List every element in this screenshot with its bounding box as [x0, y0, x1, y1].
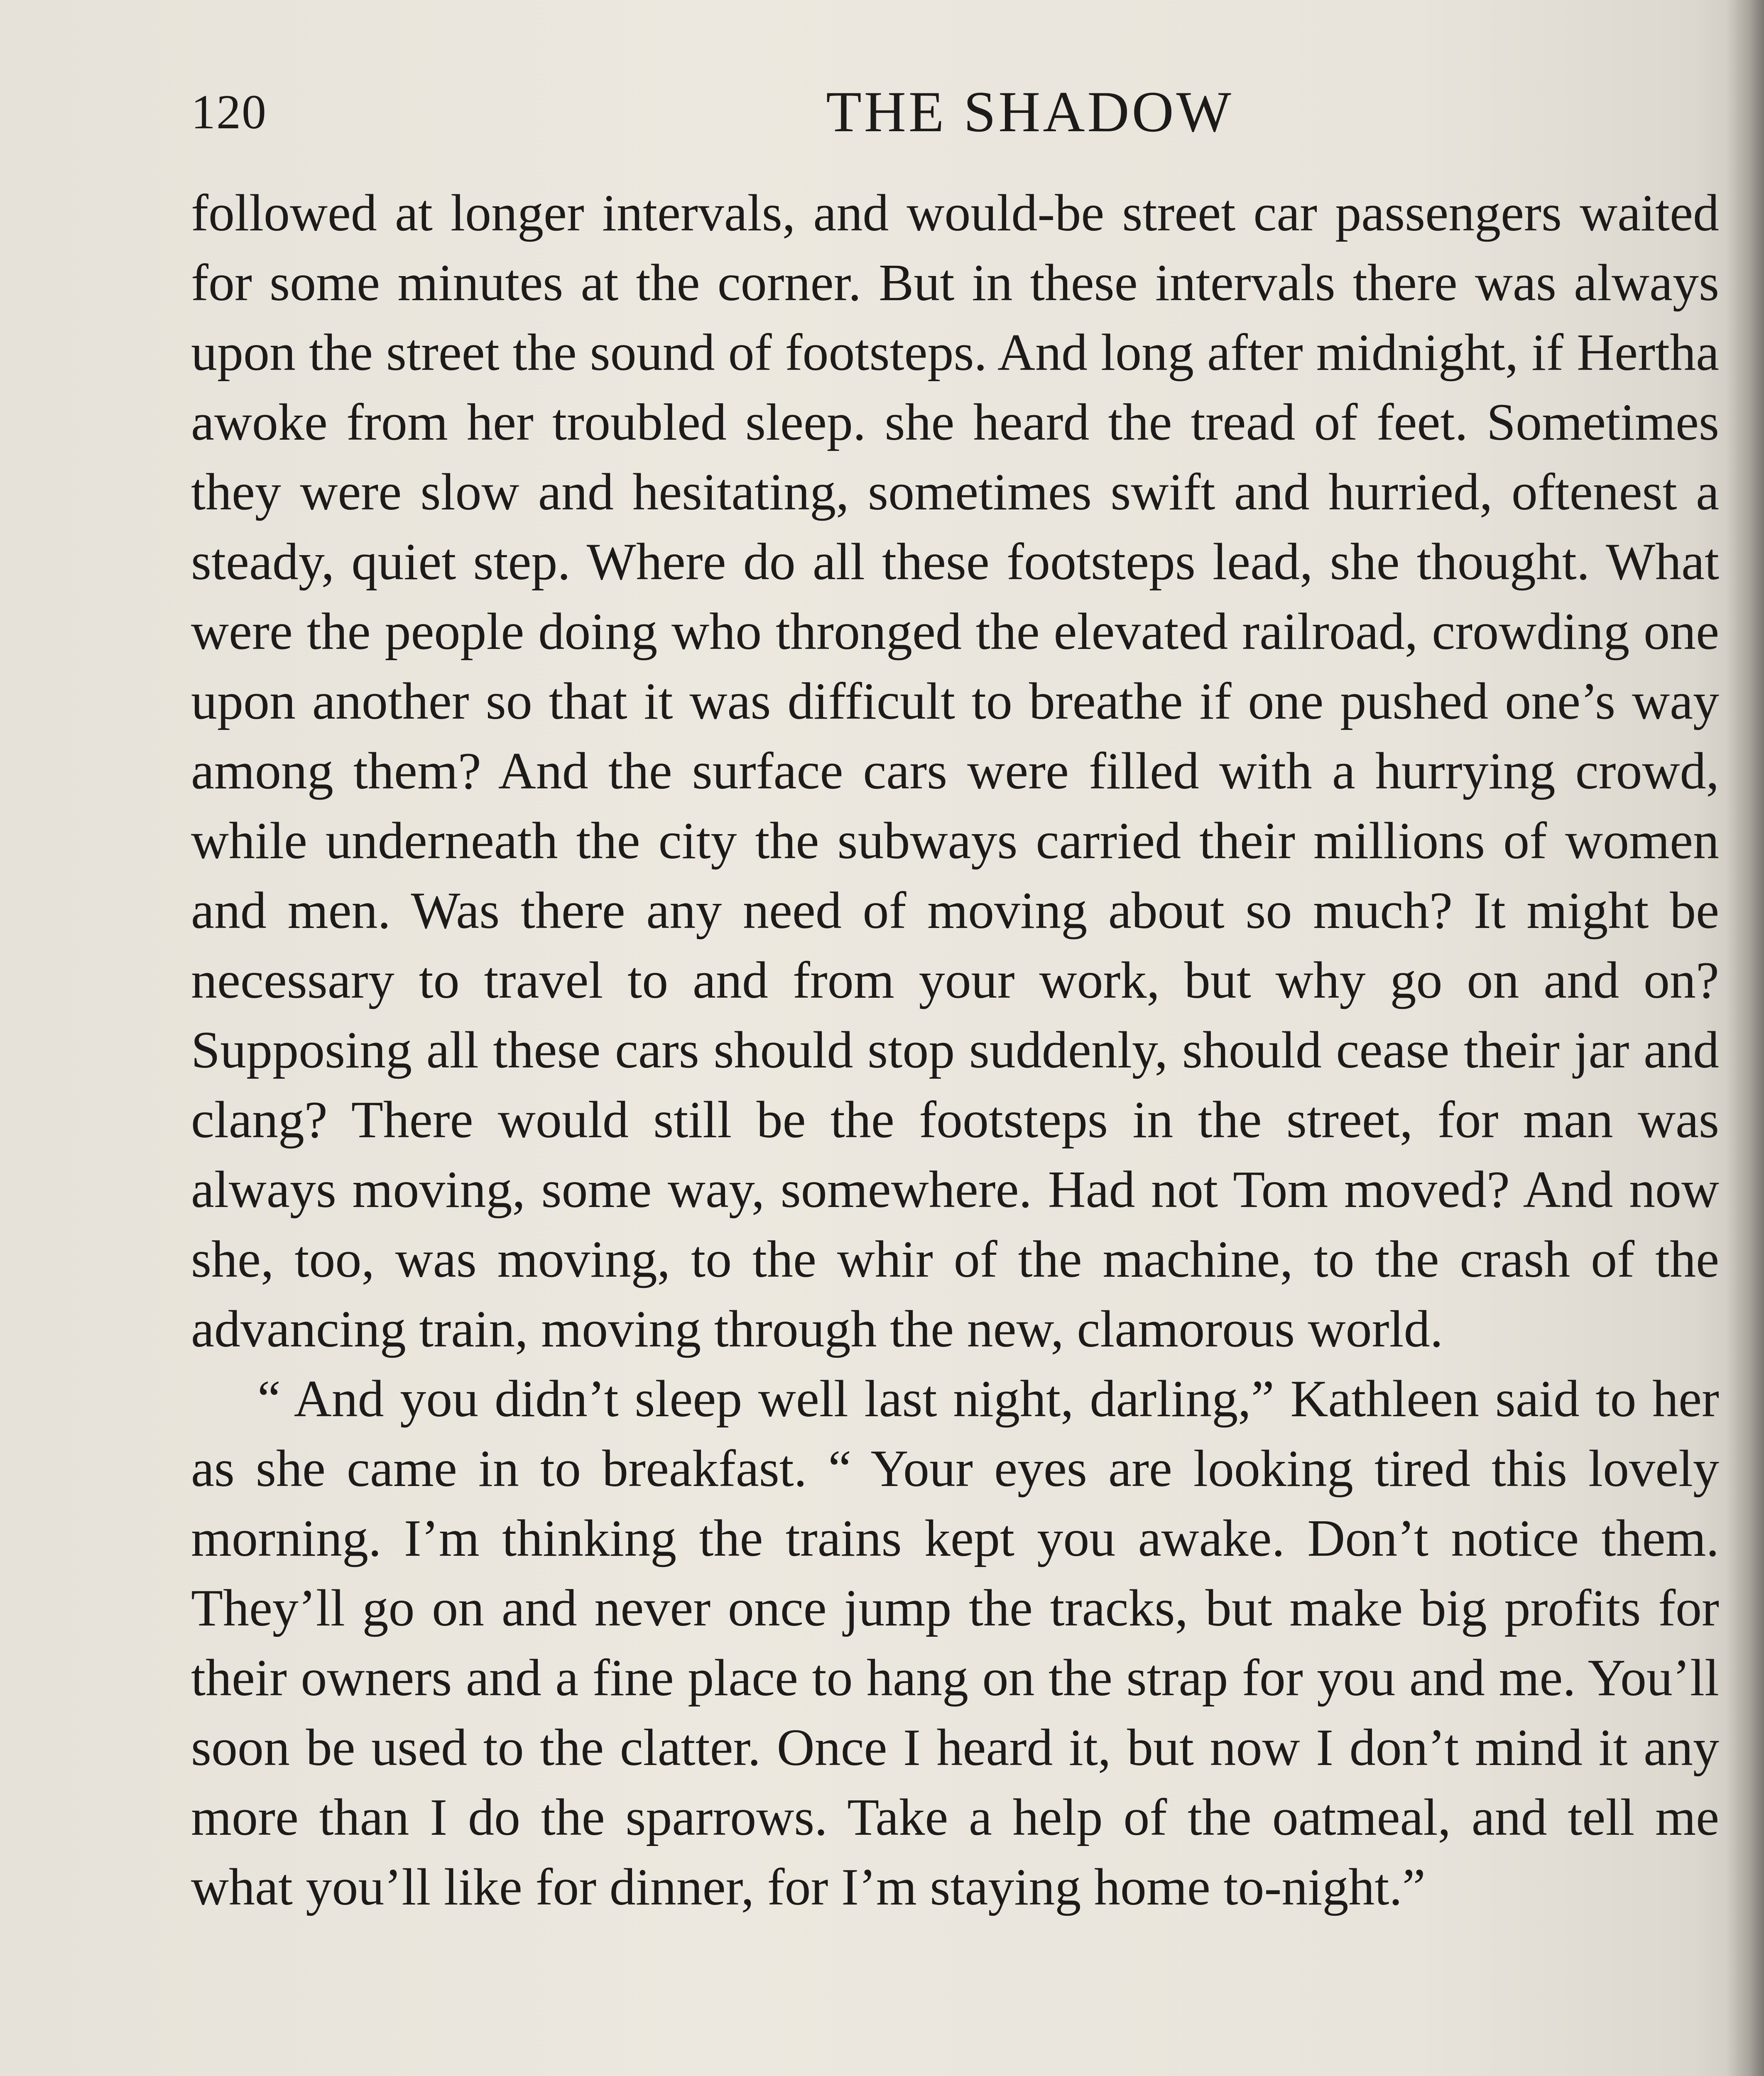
body-text: [191, 179, 1719, 1922]
paragraph-1: followed at longer intervals, and would-be street car passengers waited for some minutes at the corner. But in these intervals there was always upon the street the sound of footsteps. And long after midnight, if Hertha awoke from her troubled sleep. she heard the tread of feet. Sometimes they were slow and hesitating, sometimes swift and hurried, oftenest a steady, quiet step. Where do all these footsteps lead, she thought. What were the people doing who thronged the elevated railroad, crowding one upon another so that it was difficult to breathe if one pushed one’s way among them? And the surface cars were filled with a hurrying crowd, while underneath the city the subways carried their millions of women and men. Was there any need of moving about so much? It might be necessary to travel to and from your work, but why go on and on? Supposing all these cars should stop suddenly, should cease their jar and clang? There would still be the footsteps in the street, for man was always moving, some way, somewhere. Had not Tom moved? And now she, too, was moving, to the whir of the machine, to the crash of the advancing train, moving through the new, clamorous world.: [191, 184, 1719, 1358]
page-number: 120: [191, 85, 267, 139]
page-edge-shadow: [1727, 0, 1764, 2076]
paragraph-2: “ And you didn’t sleep well last night, darling,” Kathleen said to her as she came in to breakfast. “ Your eyes are looking tired this lovely morning. I’m thinking the trains kept you awake. Don’t notice them. They’ll go on and never once jump the tracks, but make big profits for their owners and a fine place to hang on the strap for you and me. You’ll soon be used to the clatter. Once I heard it, but now I don’t mind it any more than I do the sparrows. Take a help of the oatmeal, and tell me what you’ll like for dinner, for I’m staying home to-night.”: [191, 1370, 1719, 1916]
book-title: THE SHADOW: [826, 80, 1234, 144]
running-head: [191, 75, 1719, 149]
